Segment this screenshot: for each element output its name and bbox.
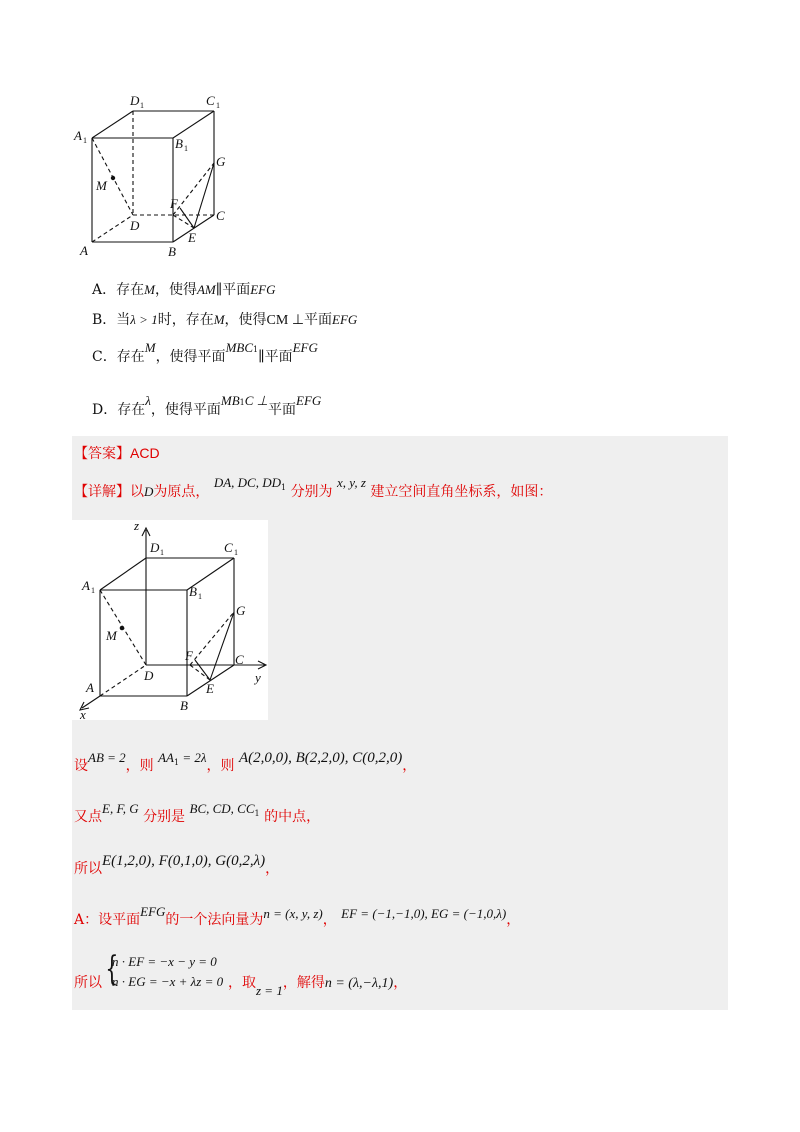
step-1 <box>74 750 417 775</box>
answer-line <box>74 443 160 463</box>
option-d-prefix: D．存在 <box>92 402 146 418</box>
option-c-plane2: EFG <box>292 340 318 355</box>
label2-C1: C <box>224 540 233 555</box>
label2-D: D <box>144 668 154 683</box>
label2-G: G <box>236 603 246 618</box>
step-1-eq: = 2λ <box>179 750 207 765</box>
step-3-coords: E(1,2,0), F(0,1,0), G(0,2,λ) <box>102 853 266 869</box>
step-3-c: ， <box>265 861 280 877</box>
step-3 <box>74 853 280 878</box>
step-4-g: ， <box>506 912 521 928</box>
option-c-plane1: MBC <box>225 340 254 355</box>
step-1-sub: 1 <box>174 758 180 767</box>
option-c-rel: ∥平面 <box>258 349 293 365</box>
step-4-plane: EFG <box>140 904 166 919</box>
label2-D1-sub: 1 <box>160 548 164 557</box>
option-b-mid2: ，使得 <box>224 312 267 328</box>
step-1-aa1: AA <box>158 750 174 765</box>
system-eq2: n · EG = −x + λz = 0 <box>112 974 224 989</box>
step-5-z: z = 1 <box>256 983 283 998</box>
step-5-f: ，解得 <box>282 975 325 991</box>
option-b <box>92 309 357 329</box>
label-D: D <box>130 218 140 233</box>
axis-x-label: x <box>80 707 86 720</box>
step-3-a: 所以 <box>74 861 102 877</box>
label2-A1: A <box>82 578 90 593</box>
detail-xyz: x, y, z <box>337 475 366 490</box>
detail-t2: 为原点， <box>153 484 210 500</box>
label-C1-sub: 1 <box>216 101 220 110</box>
cube-figure <box>72 90 252 260</box>
step-2 <box>74 801 321 826</box>
option-a-mid: ，使得 <box>154 282 197 298</box>
step-5-h: ， <box>393 975 408 991</box>
option-c-prefix: C．存在 <box>92 349 145 365</box>
option-b-rel: 平面 <box>304 312 333 328</box>
label2-A: A <box>86 680 94 695</box>
step-4 <box>74 904 521 929</box>
option-b-prefix: B．当 <box>92 312 131 328</box>
step-4-c: 的一个法向量为 <box>165 912 264 928</box>
detail-origin: D <box>144 484 154 499</box>
detail-axes: DA, DC, DD <box>213 475 282 490</box>
option-d-plane1b: C ⊥ <box>244 393 268 408</box>
option-c-mid: ，使得平面 <box>155 349 226 365</box>
detail-t3: 分别为 <box>290 484 333 500</box>
label2-E: E <box>206 681 214 696</box>
label-A1-sub: 1 <box>83 136 87 145</box>
label-A: A <box>80 243 88 258</box>
label2-A1-sub: 1 <box>91 586 95 595</box>
option-d-var: λ <box>145 393 151 408</box>
label2-D1: D <box>150 540 160 555</box>
detail-axes-sub: 1 <box>281 483 287 492</box>
detail-t4: 建立空间直角坐标系，如图： <box>370 484 553 500</box>
step-2-c: 分别是 <box>143 809 186 825</box>
option-a-rel: ∥平面 <box>215 282 251 298</box>
step-1-ab: AB = 2 <box>88 750 126 765</box>
step-1-coords: A(2,0,0), B(2,2,0), C(0,2,0) <box>238 750 403 766</box>
label2-B1-sub: 1 <box>198 592 202 601</box>
option-d <box>92 393 322 419</box>
label-C: C <box>216 208 225 223</box>
label-D1: D <box>130 93 140 108</box>
answer-value: ACD <box>130 445 160 461</box>
option-a <box>92 279 276 299</box>
option-a-prefix: A．存在 <box>92 282 145 298</box>
label-B: B <box>168 244 176 259</box>
option-c <box>92 340 318 366</box>
option-b-cond: λ > 1 <box>130 312 158 327</box>
label-B1-sub: 1 <box>184 144 188 153</box>
step-1-c: ，则 <box>125 758 154 774</box>
option-d-mid: ，使得平面 <box>150 402 221 418</box>
label-A1: A <box>74 128 82 143</box>
option-d-rel: 平面 <box>268 402 296 418</box>
step-4-e: ， <box>322 912 337 928</box>
option-a-var: M <box>144 282 155 297</box>
label-F: F <box>170 196 178 211</box>
step-1-h: ， <box>402 758 417 774</box>
step-5-tail <box>228 972 408 998</box>
axis-y-label: y <box>255 670 261 685</box>
axis-z-label: z <box>134 520 140 533</box>
option-b-mid: 时，存在 <box>157 312 214 328</box>
label-B1: B <box>175 136 183 151</box>
step-5-a: 所以 <box>74 975 102 991</box>
option-d-plane1: MB <box>220 393 240 408</box>
option-c-sub: 1 <box>253 345 259 354</box>
answer-label: 【答案】 <box>74 446 130 462</box>
system-eq1: n · EF = −x − y = 0 <box>112 954 217 969</box>
option-c-var: M <box>144 340 156 355</box>
step-5-d: ，取 <box>228 975 256 991</box>
label-E: E <box>188 230 196 245</box>
label2-M: M <box>106 628 117 643</box>
option-a-plane: EFG <box>250 282 276 297</box>
step-1-a: 设 <box>74 758 88 774</box>
step-4-a: A：设平面 <box>74 912 141 928</box>
label-C1: C <box>206 93 215 108</box>
step-4-vectors: EF = (−1,−1,0), EG = (−1,0,λ) <box>341 906 507 921</box>
label2-C1-sub: 1 <box>234 548 238 557</box>
label2-B1: B <box>189 584 197 599</box>
option-d-sub: 1 <box>239 398 245 407</box>
system-brace: { <box>105 949 119 989</box>
step-5 <box>74 972 102 992</box>
step-4-normal: n = (x, y, z) <box>263 906 323 921</box>
step-2-points: E, F, G <box>102 801 139 816</box>
label2-F: F <box>185 648 193 663</box>
detail-label: 【详解】 <box>74 484 130 500</box>
step-1-f: ，则 <box>206 758 235 774</box>
label-D1-sub: 1 <box>140 101 144 110</box>
detail-line <box>74 475 553 501</box>
step-2-e: 的中点， <box>264 809 321 825</box>
detail-t1: 以 <box>130 484 144 500</box>
step-5-result: n = (λ,−λ,1) <box>324 976 394 991</box>
label-G: G <box>216 154 226 169</box>
step-2-edges: BC, CD, CC <box>189 801 255 816</box>
option-b-plane: EFG <box>332 312 358 327</box>
option-a-line: AM <box>196 282 216 297</box>
step-2-sub: 1 <box>254 809 260 818</box>
step-2-a: 又点 <box>74 809 102 825</box>
option-b-line: CM ⊥ <box>266 313 305 328</box>
label-M: M <box>96 178 107 193</box>
option-d-plane2: EFG <box>296 393 322 408</box>
label2-C: C <box>235 652 244 667</box>
coordinate-cube-figure <box>72 520 268 720</box>
label2-B: B <box>180 698 188 713</box>
option-b-var: M <box>213 312 225 327</box>
